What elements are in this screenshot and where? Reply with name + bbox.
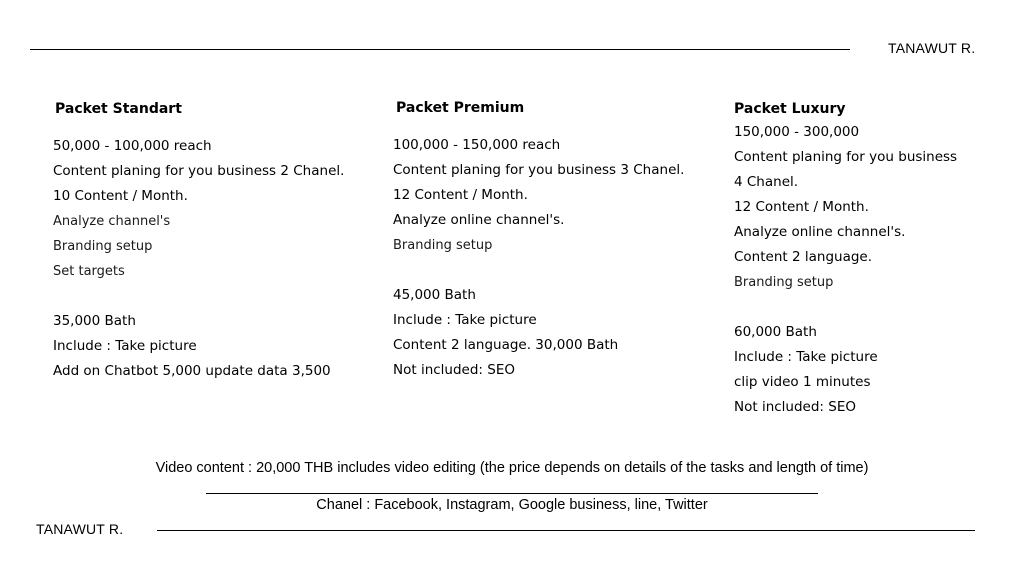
package-price: 60,000 Bath xyxy=(734,324,817,340)
feature-item: Analyze online channel's. xyxy=(734,224,906,240)
feature-item: Content planing for you business xyxy=(734,149,958,165)
feature-item: Branding setup xyxy=(53,239,153,254)
pricing-item: Include : Take picture xyxy=(734,349,878,365)
package-standard xyxy=(53,100,344,384)
feature-item: 150,000 - 300,000 xyxy=(734,124,860,140)
feature-item: Branding setup xyxy=(393,238,493,253)
pricing-item: Include : Take picture xyxy=(393,312,537,328)
feature-item: Content planing for you business 3 Chanel. xyxy=(393,162,685,178)
feature-item: 4 Chanel. xyxy=(734,174,799,190)
package-title: Packet Premium xyxy=(396,100,525,116)
pricing-item: Add on Chatbot 5,000 update data 3,500 xyxy=(53,363,331,379)
video-content-note: Video content : 20,000 THB includes video editing (the price depends on details of the tasks and length of time) xyxy=(155,460,869,476)
pricing-item: Content 2 language. 30,000 Bath xyxy=(393,337,619,353)
pricing-item: Not included: SEO xyxy=(393,362,515,378)
feature-item: Content 2 language. xyxy=(734,249,873,265)
pricing-item: clip video 1 minutes xyxy=(734,374,871,390)
feature-item: 12 Content / Month. xyxy=(393,187,528,203)
package-luxury xyxy=(734,100,957,420)
feature-item: Branding setup xyxy=(734,275,834,290)
feature-item: 12 Content / Month. xyxy=(734,199,869,215)
footer-middle-divider xyxy=(206,493,818,494)
package-price: 45,000 Bath xyxy=(393,287,476,303)
package-title: Packet Luxury xyxy=(734,101,846,117)
feature-item: Analyze online channel's. xyxy=(393,212,565,228)
feature-item: Set targets xyxy=(53,264,125,279)
channels-note: Chanel : Facebook, Instagram, Google business, line, Twitter xyxy=(316,497,708,513)
package-premium xyxy=(393,99,684,383)
feature-item: 10 Content / Month. xyxy=(53,188,188,204)
feature-item: 50,000 - 100,000 reach xyxy=(53,138,212,154)
feature-item: 100,000 - 150,000 reach xyxy=(393,137,561,153)
pricing-item: Not included: SEO xyxy=(734,399,856,415)
author-name-top: TANAWUT R. xyxy=(888,40,976,56)
author-name-bottom: TANAWUT R. xyxy=(36,521,124,537)
bottom-divider xyxy=(157,530,975,531)
pricing-item: Include : Take picture xyxy=(53,338,197,354)
top-divider xyxy=(30,49,850,50)
feature-item: Content planing for you business 2 Chanel. xyxy=(53,163,345,179)
package-title: Packet Standart xyxy=(55,101,182,117)
package-price: 35,000 Bath xyxy=(53,313,136,329)
feature-item: Analyze channel's xyxy=(53,214,171,229)
